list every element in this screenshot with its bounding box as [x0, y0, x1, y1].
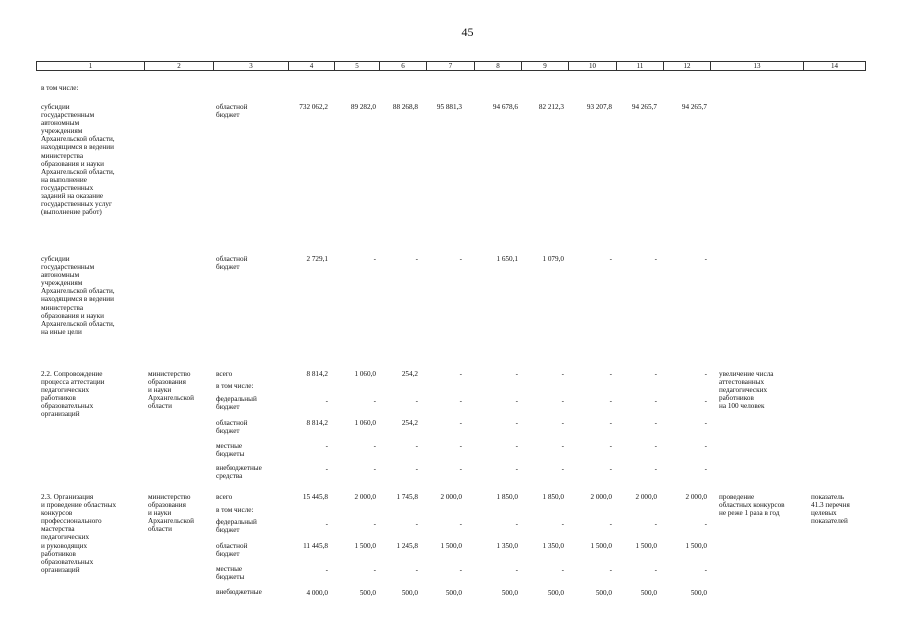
col-header: 7 — [427, 62, 475, 71]
value-cell: 1 500,0 — [635, 542, 657, 550]
value-cell: 1 850,0 — [496, 493, 518, 501]
value-cell: - — [325, 465, 328, 473]
col-header: 6 — [380, 62, 427, 71]
expected-result: проведение областных конкурсов не реже 1 раза в год — [719, 493, 785, 518]
value-cell: - — [515, 520, 518, 528]
value-cell: - — [561, 566, 564, 574]
value-cell: - — [609, 566, 612, 574]
value-cell: 1 350,0 — [496, 542, 518, 550]
funding-source-label: внебюджетные — [216, 588, 262, 596]
value-cell: - — [704, 370, 707, 378]
value-cell: - — [609, 255, 612, 263]
value-cell: 1 350,0 — [542, 542, 564, 550]
funding-source-label: в том числе: — [216, 382, 254, 390]
value-cell: - — [459, 419, 462, 427]
page-number: 45 — [461, 25, 474, 39]
value-cell: 82 212,3 — [538, 103, 564, 111]
value-cell: 254,2 — [401, 419, 418, 427]
value-cell: - — [704, 566, 707, 574]
value-cell: - — [373, 520, 376, 528]
value-cell: 94 678,6 — [492, 103, 518, 111]
value-cell: - — [704, 397, 707, 405]
value-cell: 1 500,0 — [590, 542, 612, 550]
value-cell: - — [654, 465, 657, 473]
value-cell: - — [459, 566, 462, 574]
value-cell: - — [704, 442, 707, 450]
value-cell: 500,0 — [690, 589, 707, 597]
value-cell: - — [609, 465, 612, 473]
value-cell: - — [325, 520, 328, 528]
value-cell: - — [704, 255, 707, 263]
value-cell: - — [459, 520, 462, 528]
col-header: 12 — [664, 62, 711, 71]
value-cell: 8 814,2 — [306, 419, 328, 427]
value-cell: - — [373, 255, 376, 263]
value-cell: - — [415, 442, 418, 450]
value-cell: 94 265,7 — [681, 103, 707, 111]
value-cell: 8 814,2 — [306, 370, 328, 378]
value-cell: - — [515, 397, 518, 405]
value-cell: - — [654, 255, 657, 263]
value-cell: - — [325, 442, 328, 450]
value-cell: 1 850,0 — [542, 493, 564, 501]
value-cell: 500,0 — [595, 589, 612, 597]
value-cell: - — [609, 442, 612, 450]
value-cell: - — [325, 566, 328, 574]
value-cell: - — [373, 442, 376, 450]
value-cell: - — [459, 465, 462, 473]
measure-title: 2.3. Организация и проведение областных конкурсов профессионального мастерства педагогических и руководящих работников образовательных организаций — [41, 493, 117, 574]
value-cell: - — [415, 520, 418, 528]
intro-text: в том числе: — [41, 84, 79, 92]
value-cell: - — [515, 465, 518, 473]
value-cell: - — [515, 566, 518, 574]
funding-source-label: в том числе: — [216, 506, 254, 514]
value-cell: 1 060,0 — [354, 419, 376, 427]
value-cell: 93 207,8 — [586, 103, 612, 111]
value-cell: - — [561, 465, 564, 473]
col-header: 2 — [145, 62, 214, 71]
value-cell: - — [373, 465, 376, 473]
value-cell: 2 729,1 — [306, 255, 328, 263]
value-cell: - — [654, 566, 657, 574]
value-cell: 1 060,0 — [354, 370, 376, 378]
value-cell: - — [459, 370, 462, 378]
value-cell: - — [415, 397, 418, 405]
col-header: 11 — [617, 62, 664, 71]
funding-source-label: областной бюджет — [216, 255, 248, 272]
expected-result: увеличение числа аттестованных педагогических работников на 100 человек — [719, 370, 774, 411]
value-cell: 1 745,8 — [396, 493, 418, 501]
funding-source-label: местные бюджеты — [216, 442, 245, 459]
value-cell: 95 881,3 — [436, 103, 462, 111]
col-header: 4 — [289, 62, 335, 71]
value-cell: 1 650,1 — [496, 255, 518, 263]
value-cell: 1 079,0 — [542, 255, 564, 263]
col-header: 5 — [335, 62, 380, 71]
value-cell: 2 000,0 — [590, 493, 612, 501]
value-cell: 1 500,0 — [354, 542, 376, 550]
target-indicator-link: показатель 41.3 перечня целевых показателей — [811, 493, 850, 526]
measure-title: субсидии государственным автономным учреждениям Архангельской области, находящимся в ведении министерства образования и науки Архангельской области, на выполнение государственных заданий на оказание государственных услуг (выполнение работ) — [41, 103, 115, 217]
value-cell: - — [515, 370, 518, 378]
value-cell: 1 500,0 — [685, 542, 707, 550]
funding-source-label: внебюджетные средства — [216, 464, 262, 481]
value-cell: - — [704, 419, 707, 427]
value-cell: - — [609, 397, 612, 405]
value-cell: - — [561, 397, 564, 405]
measure-title: 2.2. Сопровождение процесса аттестации педагогических работников образовательных организаций — [41, 370, 105, 419]
col-header: 14 — [804, 62, 866, 71]
value-cell: 88 268,8 — [392, 103, 418, 111]
col-header: 10 — [569, 62, 617, 71]
value-cell: 732 062,2 — [299, 103, 328, 111]
funding-source-label: федеральный бюджет — [216, 518, 257, 535]
funding-source-label: всего — [216, 370, 233, 378]
value-cell: - — [373, 566, 376, 574]
value-cell: - — [654, 370, 657, 378]
value-cell: 1 500,0 — [440, 542, 462, 550]
value-cell: - — [704, 520, 707, 528]
value-cell: - — [561, 419, 564, 427]
value-cell: - — [561, 370, 564, 378]
value-cell: 89 282,0 — [350, 103, 376, 111]
value-cell: 500,0 — [445, 589, 462, 597]
col-header: 13 — [711, 62, 804, 71]
value-cell: - — [609, 419, 612, 427]
value-cell: - — [704, 465, 707, 473]
column-number-header — [36, 61, 866, 71]
col-header: 9 — [522, 62, 569, 71]
funding-source-label: областной бюджет — [216, 542, 248, 559]
funding-source-label: федеральный бюджет — [216, 395, 257, 412]
value-cell: - — [415, 566, 418, 574]
value-cell: 11 445,8 — [303, 542, 328, 550]
value-cell: - — [459, 397, 462, 405]
value-cell: - — [561, 442, 564, 450]
value-cell: - — [654, 442, 657, 450]
value-cell: 2 000,0 — [440, 493, 462, 501]
col-header: 8 — [475, 62, 522, 71]
col-header: 1 — [37, 62, 145, 71]
funding-source-label: всего — [216, 493, 233, 501]
value-cell: 500,0 — [640, 589, 657, 597]
value-cell: - — [609, 370, 612, 378]
value-cell: 15 445,8 — [302, 493, 328, 501]
funding-source-label: областной бюджет — [216, 103, 248, 120]
value-cell: - — [415, 255, 418, 263]
value-cell: - — [654, 397, 657, 405]
value-cell: 500,0 — [359, 589, 376, 597]
value-cell: - — [373, 397, 376, 405]
responsible-executor: министерство образования и науки Архангельской области — [148, 493, 194, 534]
value-cell: 2 000,0 — [635, 493, 657, 501]
value-cell: 2 000,0 — [685, 493, 707, 501]
value-cell: 4 000,0 — [306, 589, 328, 597]
value-cell: - — [515, 442, 518, 450]
value-cell: 94 265,7 — [631, 103, 657, 111]
measure-title: субсидии государственным автономным учреждениям Архангельской области, находящимся в ведении министерства образования и науки Архангельской области, на иные цели — [41, 255, 115, 336]
value-cell: 1 245,8 — [396, 542, 418, 550]
value-cell: - — [515, 419, 518, 427]
value-cell: - — [459, 442, 462, 450]
funding-source-label: областной бюджет — [216, 419, 248, 436]
value-cell: 2 000,0 — [354, 493, 376, 501]
value-cell: - — [609, 520, 612, 528]
value-cell: - — [561, 520, 564, 528]
col-header: 3 — [214, 62, 289, 71]
value-cell: - — [459, 255, 462, 263]
value-cell: 500,0 — [547, 589, 564, 597]
value-cell: - — [654, 419, 657, 427]
value-cell: - — [654, 520, 657, 528]
funding-source-label: местные бюджеты — [216, 565, 245, 582]
value-cell: 500,0 — [501, 589, 518, 597]
value-cell: - — [325, 397, 328, 405]
value-cell: - — [415, 465, 418, 473]
responsible-executor: министерство образования и науки Архангельской области — [148, 370, 194, 411]
value-cell: 500,0 — [401, 589, 418, 597]
value-cell: 254,2 — [401, 370, 418, 378]
